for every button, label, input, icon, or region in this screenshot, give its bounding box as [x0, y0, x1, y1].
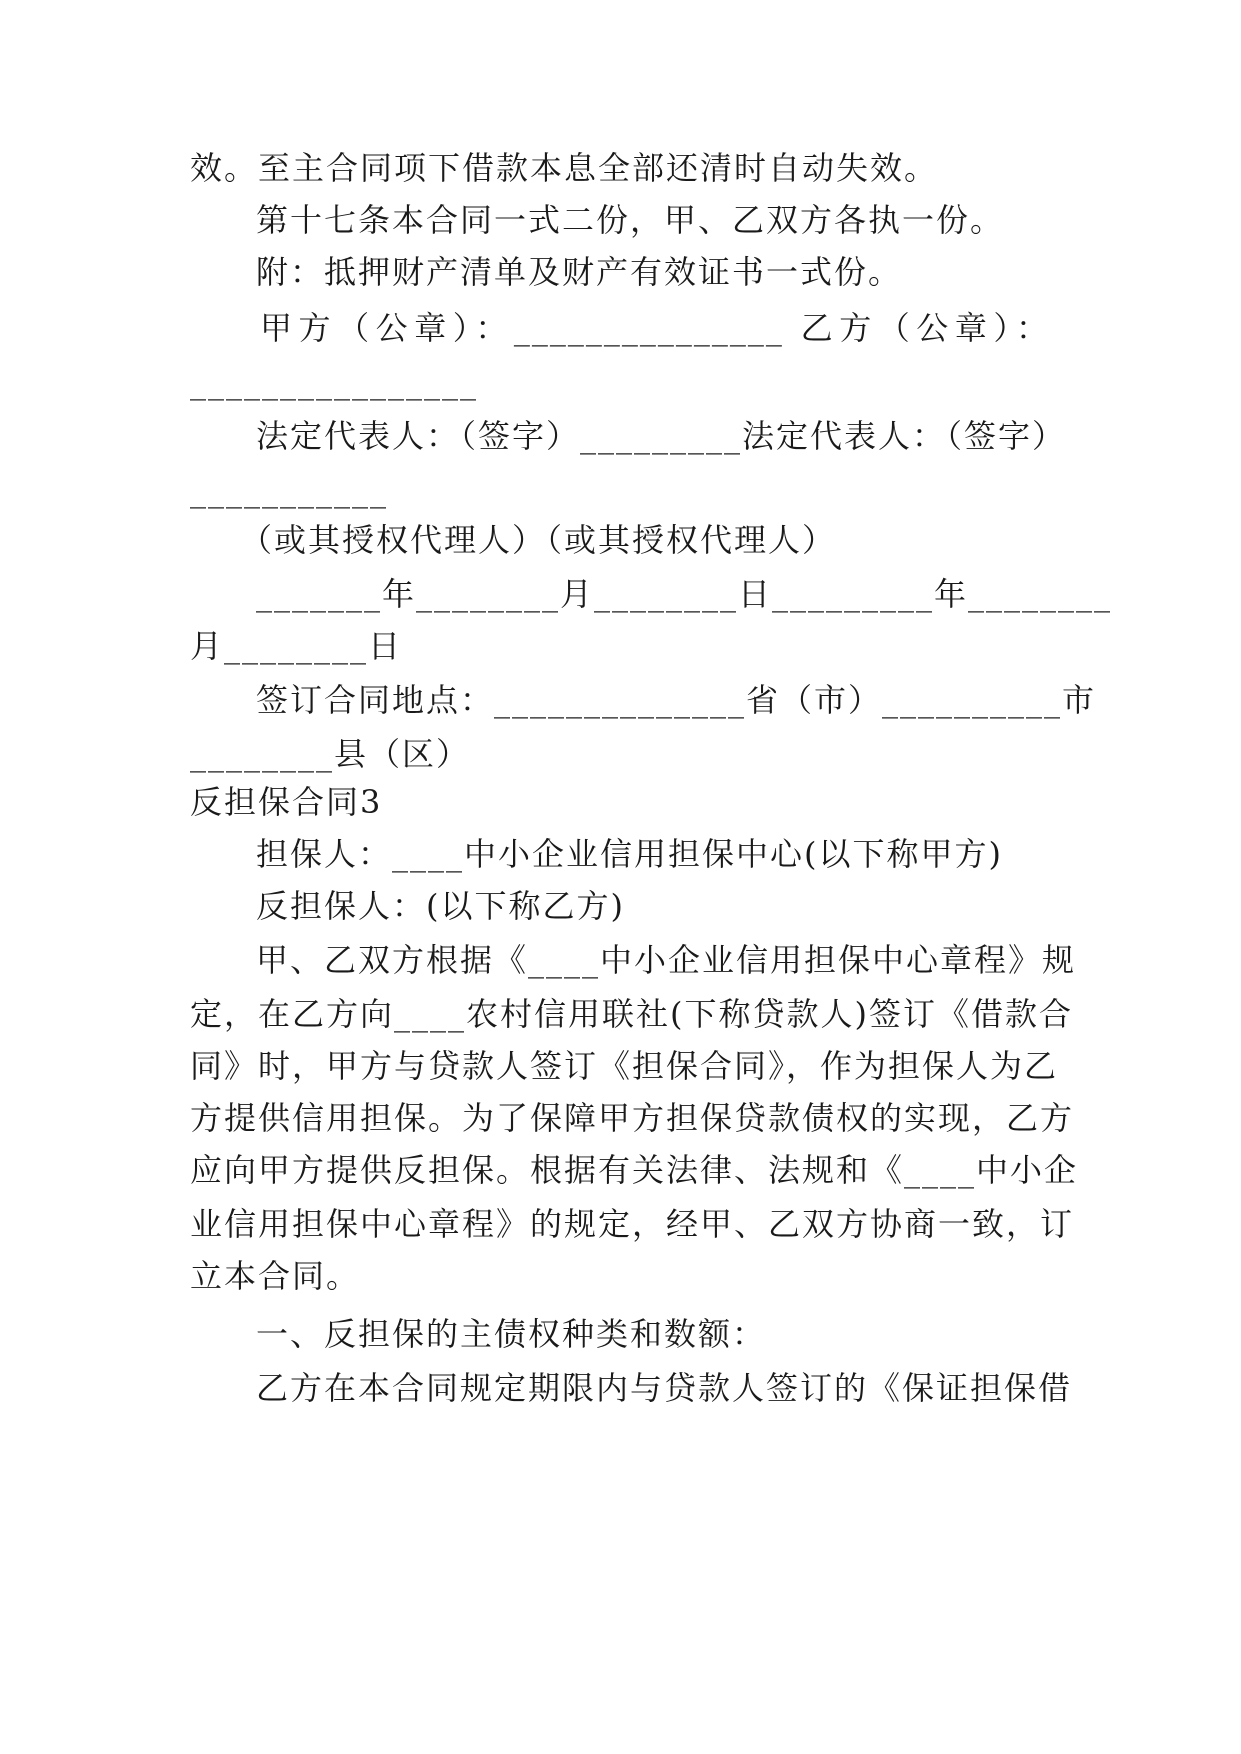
date-line: _______年________月________日_________年________	[256, 575, 1113, 613]
paragraph-line: 业信用担保中心章程》的规定，经甲、乙双方协商一致，订	[190, 1205, 1075, 1243]
paragraph-line: 应向甲方提供反担保。根据有关法律、法规和《____中小企	[190, 1151, 1079, 1189]
paragraph-line: 乙方在本合同规定期限内与贷款人签订的《保证担保借	[256, 1369, 1073, 1407]
paragraph-line: 立本合同。	[190, 1257, 361, 1295]
contract-location-line: ________县（区）	[190, 735, 471, 773]
paragraph-line: 同》时，甲方与贷款人签订《担保合同》，作为担保人为乙	[190, 1047, 1059, 1085]
signature-blank-line: ___________	[190, 471, 388, 509]
paragraph-line: 定，在乙方向____农村信用联社(下称贷款人)签订《借款合	[190, 995, 1073, 1033]
paragraph-line: 附：抵押财产清单及财产有效证书一式份。	[256, 253, 903, 291]
clause-heading: 一、反担保的主债权种类和数额：	[256, 1315, 767, 1353]
paragraph-line: 甲、乙双方根据《____中小企业信用担保中心章程》规	[256, 941, 1077, 979]
paragraph-line: 方提供信用担保。为了保障甲方担保贷款债权的实现，乙方	[190, 1099, 1075, 1137]
date-line: 月________日	[190, 627, 403, 665]
authorized-agent-line: （或其授权代理人）（或其授权代理人）	[240, 521, 837, 559]
paragraph-line: 效。至主合同项下借款本息全部还清时自动失效。	[190, 149, 939, 187]
signature-party-line: 甲方（公章）：_______________ 乙方（公章）：	[260, 309, 1050, 347]
section-title: 反担保合同3	[190, 783, 383, 821]
contract-location-line: 签订合同地点：______________省（市）__________市	[256, 681, 1097, 719]
signature-blank-line: ________________	[190, 363, 478, 401]
paragraph-line: 第十七条本合同一式二份，甲、乙双方各执一份。	[256, 201, 1005, 239]
legal-rep-line: 法定代表人：（签字）_________法定代表人：（签字）	[256, 417, 1067, 455]
counter-guarantor-line: 反担保人：(以下称乙方)	[256, 887, 625, 925]
guarantor-line: 担保人：____中小企业信用担保中心(以下称甲方)	[256, 835, 1003, 873]
